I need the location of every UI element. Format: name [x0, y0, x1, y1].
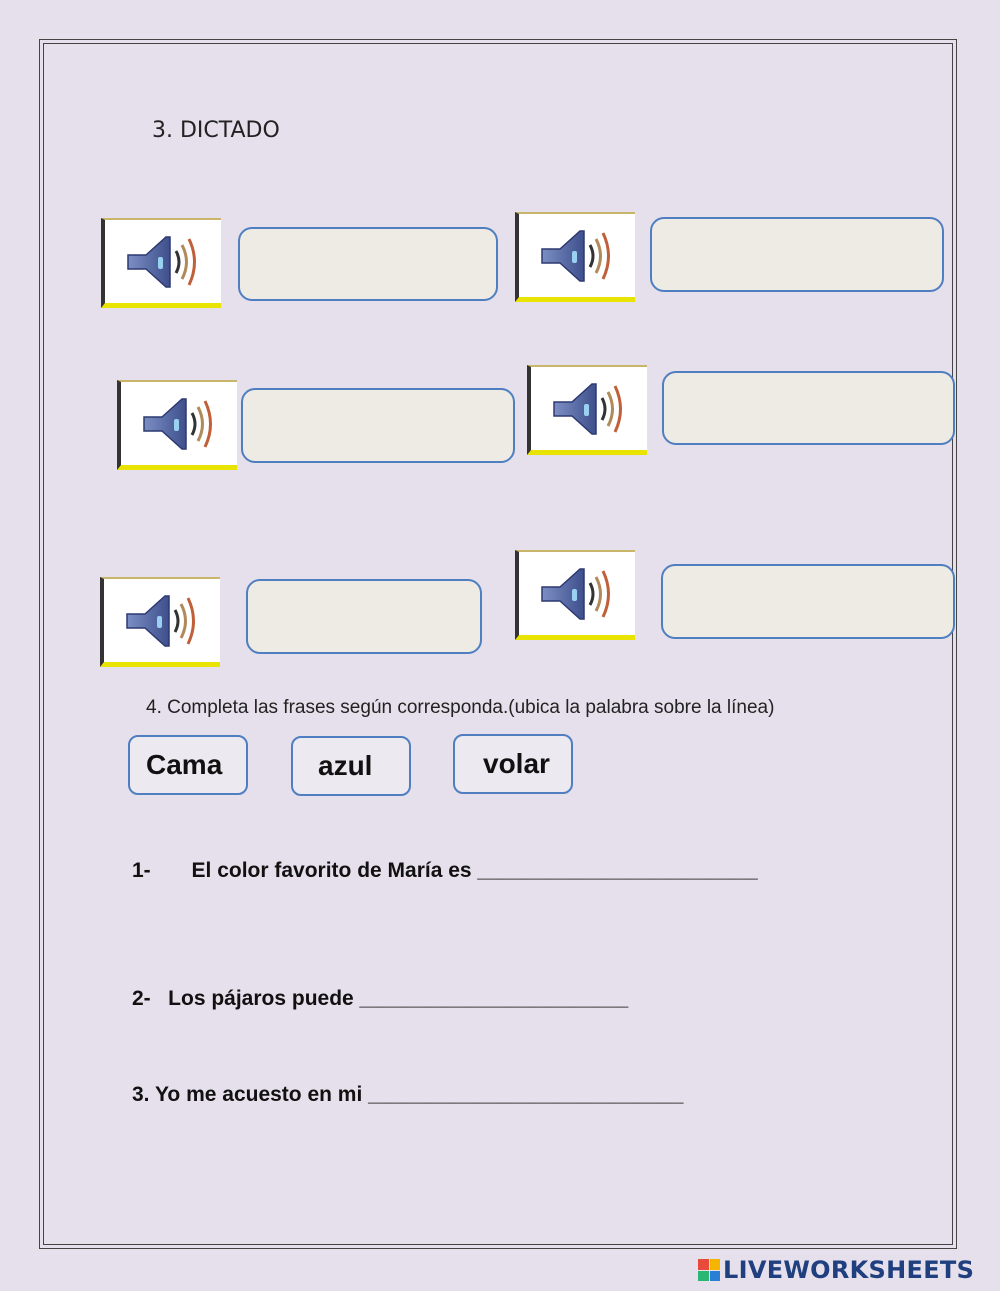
blank-drop-target-1[interactable] [514, 858, 812, 886]
dictation-answer-box-4[interactable] [662, 371, 955, 445]
audio-play-button-1[interactable] [101, 218, 221, 308]
liveworksheets-logo [698, 1256, 974, 1284]
blank-drop-target-3[interactable] [388, 1082, 726, 1110]
speaker-icon [118, 227, 208, 297]
word-chip-volar[interactable]: volar [453, 734, 573, 794]
audio-play-button-2[interactable] [515, 212, 635, 302]
dictation-answer-box-2[interactable] [650, 217, 944, 292]
speaker-icon [544, 374, 634, 444]
sentence-3: 3. Yo me acuesto en mi ___________________________ [132, 1083, 684, 1106]
word-chip-cama[interactable]: Cama [128, 735, 248, 795]
speaker-icon [532, 221, 622, 291]
dictation-answer-box-5[interactable] [246, 579, 482, 654]
sentence-2: 2- Los pájaros puede _______________________ [132, 987, 629, 1010]
dictation-answer-box-6[interactable] [661, 564, 955, 639]
dictation-answer-box-1[interactable] [238, 227, 498, 301]
section-3-title: 3. DICTADO [152, 118, 280, 143]
sentence-1: 1- El color favorito de María es ________________________ [132, 859, 758, 882]
audio-play-button-3[interactable] [117, 380, 237, 470]
word-chip-azul[interactable]: azul [291, 736, 411, 796]
blank-drop-target-2[interactable] [377, 986, 662, 1014]
audio-play-button-6[interactable] [515, 550, 635, 640]
audio-play-button-5[interactable] [100, 577, 220, 667]
speaker-icon [117, 586, 207, 656]
section-4-instruction: 4. Completa las frases según corresponda.(ubica la palabra sobre la línea) [146, 697, 775, 718]
dictation-answer-box-3[interactable] [241, 388, 515, 463]
logo-text: LIVEWORKSHEETS [723, 1256, 975, 1284]
logo-grid-icon [698, 1259, 720, 1281]
speaker-icon [532, 559, 622, 629]
audio-play-button-4[interactable] [527, 365, 647, 455]
speaker-icon [134, 389, 224, 459]
